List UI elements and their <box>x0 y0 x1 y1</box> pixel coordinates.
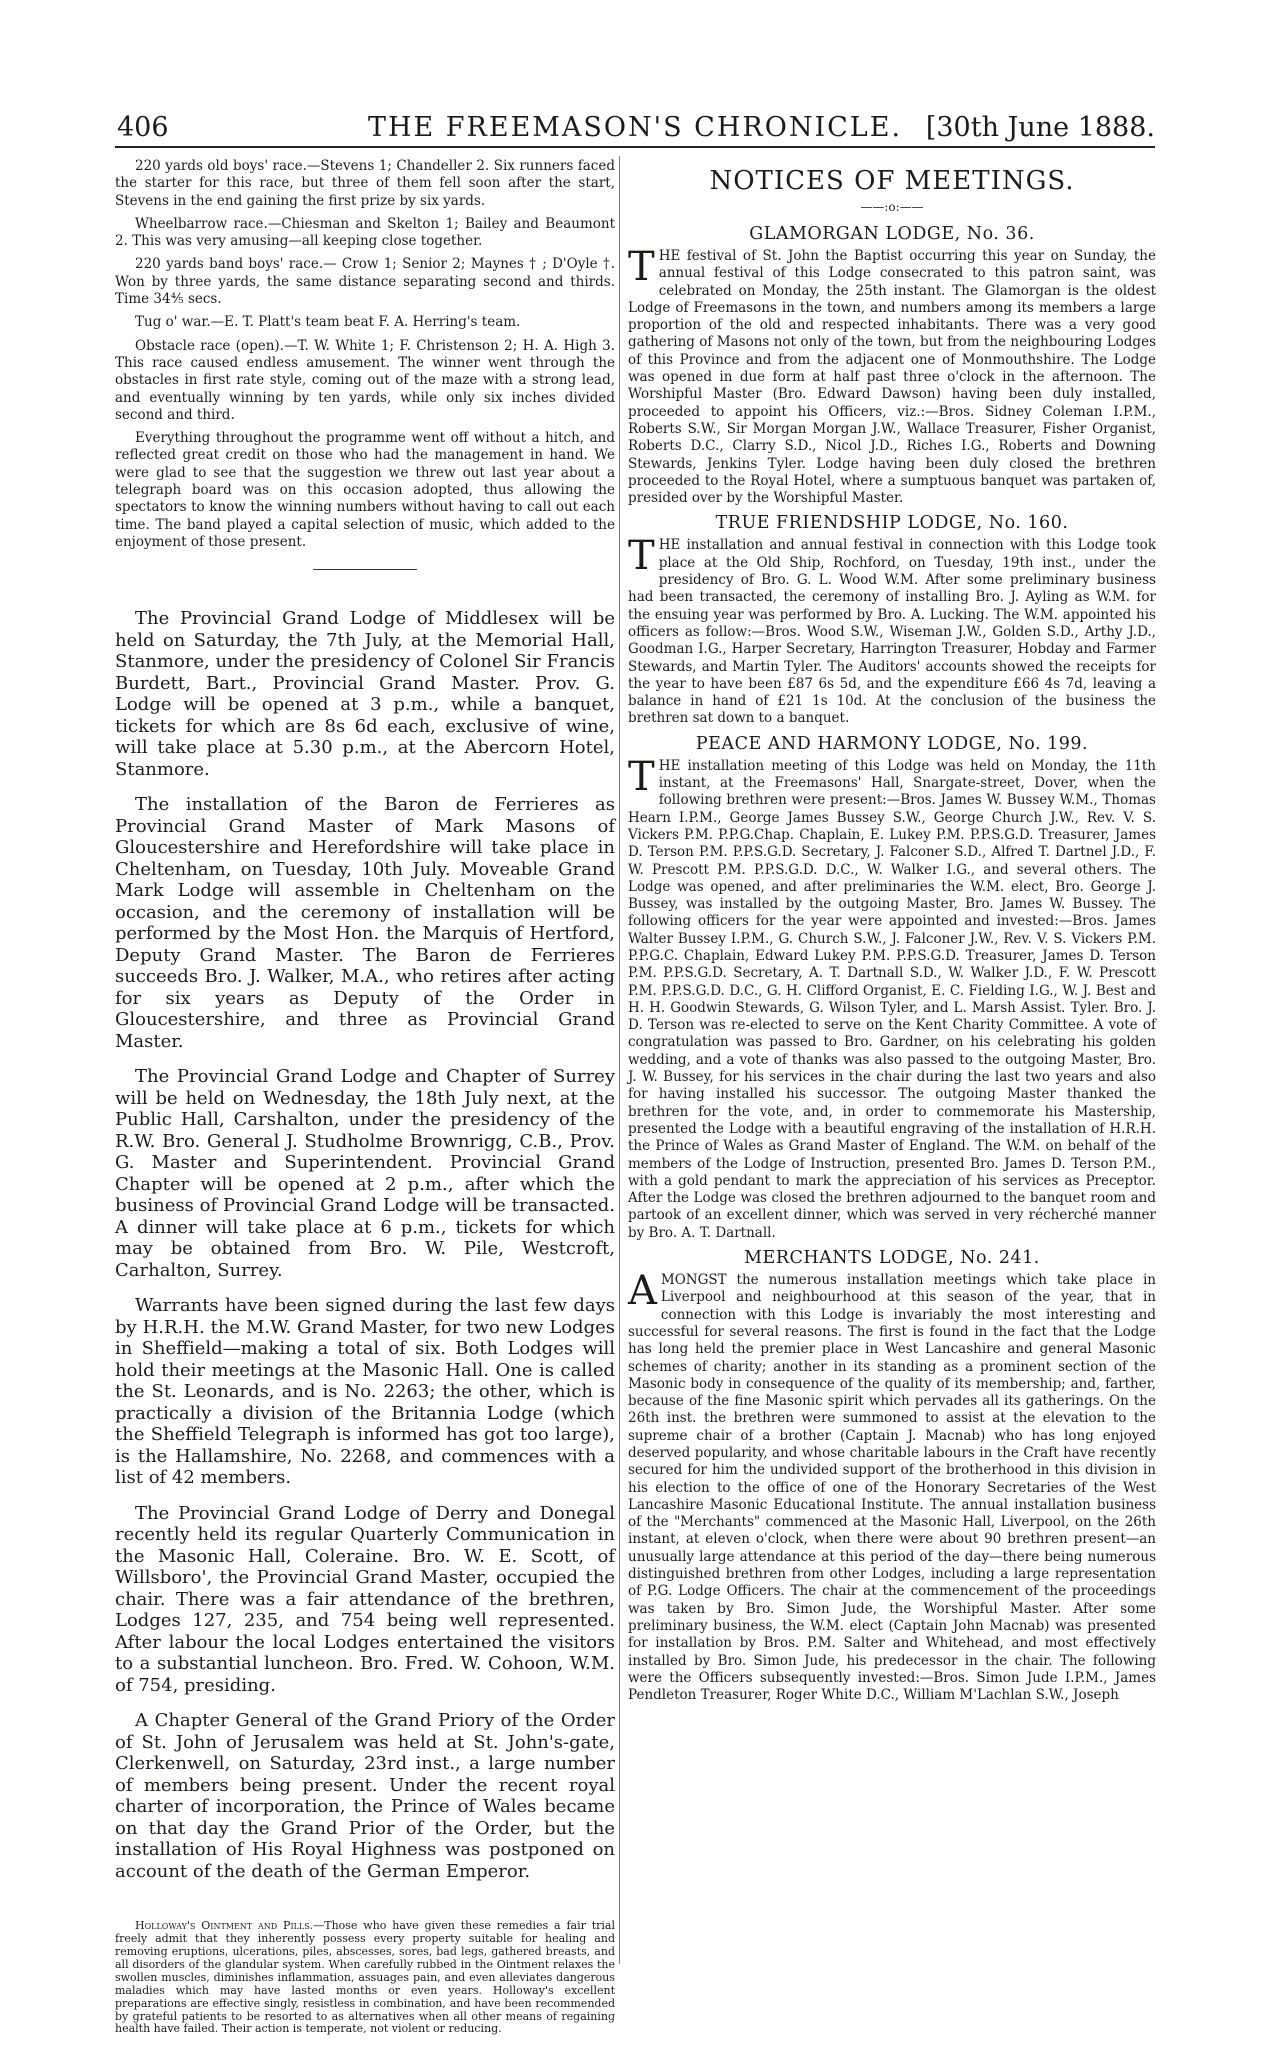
notices-heading: NOTICES OF MEETINGS. <box>709 166 1075 196</box>
lodge-report <box>628 533 1156 727</box>
page-header <box>115 110 1155 150</box>
lodge-heading: MERCHANTS LODGE, No. 241. <box>744 1248 1040 1269</box>
left-column <box>115 158 615 2036</box>
advert-body: —Those who have given these remedies a fair trial freely admit that they inherently possess every property suitable for healing and removing eruptions, ulcerations, piles, abscesses, sores, bad legs, gathered breasts, and all disorders of the glandular system. When carefully rubbed in the Ointment relaxes the swollen muscles, diminishes inflammation, assuages pain, and even alleviates dangerous maladies which may have lasted months or even years. Holloway's excellent preparations are effective singly, resistless in combination, and have been recommended by grateful patients to be resorted to as alternatives when all other means of regaining health have failed. Their action is temperate, not violent or reducing. <box>115 1919 616 2036</box>
sports-paragraph: Everything throughout the programme went off without a hitch, and reflected great credit on those who had the management in hand. We were glad to see that the suggestion we threw out last year about a telegraph board was on this occasion adopted, thus allowing the spectators to know the winning numbers without having to call out each time. The band played a capital selection of music, which added to the enjoyment of those present. <box>115 430 615 550</box>
lodge-heading: GLAMORGAN LODGE, No. 36. <box>749 224 1035 244</box>
news-paragraph: Warrants have been signed during the last few days by H.R.H. the M.W. Grand Master, for two new Lodges in Sheffield—making a total of six. Both Lodges will hold their meetings at the Masonic Hall. One is called the St. Leonards, and is No. 2263; the other, which is practically a division of the Britannia Lodge (which the Sheffield Telegraph is informed has got too large), is the Hallamshire, No. 2268, and commences with a list of 42 members. <box>115 1295 615 1489</box>
drop-cap: T <box>628 244 655 290</box>
masthead-title: THE FREEMASON'S CHRONICLE. <box>367 112 903 143</box>
news-paragraph: The installation of the Baron de Ferrieres as Provincial Grand Master of Mark Masons of Gloucestershire and Herefordshire will take place in Cheltenham, on Tuesday, 10th July. Moveable Grand Mark Lodge will assemble in Cheltenham on the occasion, and the ceremony of installation will be performed by the Most Hon. the Marquis of Hertford, Deputy Grand Master. The Baron de Ferrieres succeeds Bro. J. Walker, M.A., who retires after acting for six years as Deputy of the Order in Gloucestershire, and three as Provincial Grand Master. <box>115 794 615 1052</box>
advert-lead: Holloway's Ointment and Pills. <box>135 1919 314 1933</box>
sports-paragraph: Obstacle race (open).—T. W. White 1; F. Christenson 2; H. A. High 3. This race caused endless amusement. The winner went through the obstacles in first rate style, coming out of the maze with a strong lead, and eventually winning by ten yards, while only six inches divided second and third. <box>115 337 615 423</box>
header-rule <box>115 146 1155 148</box>
lodge-heading: TRUE FRIENDSHIP LODGE, No. 160. <box>715 513 1069 534</box>
lodge-report <box>628 1268 1156 1704</box>
lodge-report-text: MONGST the numerous installation meetings which take place in Liverpool and neighbourhood at this season of the year, that in connection with this Lodge is invariably the most interesting and successful for several reasons. The first is found in the fact that the Lodge has long held the premier place in West Lancashire and general Masonic schemes of charity; another in its standing as a prominent section of the Masonic body in consequence of the quality of its membership; and, farther, because of the fine Masonic spirit which pervades all its gatherings. On the 26th inst. the brethren were summoned to assist at the elevation to the supreme chair of a brother (Captain J. Macnab) who has long enjoyed deserved popularity, and whose charitable labours in the Craft have recently secured for him the undivided support of the brotherhood in this division in his election to the office of one of the Honorary Secretaries of the West Lancashire Masonic Educational Institute. The annual installation business of the "Merchants" commenced at the Masonic Hall, Liverpool, on the 26th instant, at eleven o'clock, when there were about 90 brethren present—an unusually large attendance at this period of the day—there being numerous distinguished brethren from other Lodges, including a large representation of P.G. Lodge Officers. The chair at the commencement of the proceedings was taken by Bro. Simon Jude, the Worshipful Master. After some preliminary business, the W.M. elect (Captain John Macnab) was presented for installation by Bros. P.M. Salter and Whitehead, and most effectively installed by Bro. Simon Jude, his predecessor in the chair. The following were the Officers subsequently invested:—Bros. Simon Jude I.P.M., James Pendleton Treasurer, Roger White D.C., William M'Lachlan S.W., Joseph <box>628 1272 1156 1704</box>
heading-separator: ——:o:—— <box>860 200 924 214</box>
column-divider <box>619 156 620 1964</box>
drop-cap: T <box>628 753 655 800</box>
lodge-report-text: HE installation meeting of this Lodge was held on Monday, the 11th instant, at the Freemasons' Hall, Snargate-street, Dover, when the following brethren were present:—Bros. James W. Bussey W.M., Thomas Hearn I.P.M., George James Bussey S.W., George Church J.W., Rev. V. S. Vickers P.M. P.P.G.Chap. Chaplain, E. Lukey P.M. P.P.S.G.D. Treasurer, James D. Terson P.M. P.P.S.G.D. Secretary, J. Falconer S.D., Alfred T. Dartnel J.D., F. W. Prescott P.M. P.P.S.G.D. D.C., W. Walker I.G., and several others. The Lodge was opened, and after preliminaries the W.M. elect, Bro. George J. Bussey, was installed by the outgoing Master, Bro. James W. Bussey. The following officers for the year were appointed and invested:—Bros. James Walter Bussey I.P.M., G. Church S.W., J. Falconer J.W., Rev. V. S. Vickers P.M. P.P.G.C. Chaplain, Edward Lukey P.M. P.P.S.G.D. Treasurer, James D. Terson P.M. P.P.S.G.D. Secretary, A. T. Dartnall S.D., W. Walker J.D., F. W. Prescott P.M. P.P.S.G.D. D.C., G. H. Clifford Organist, E. C. Fielding I.G., W. J. Best and H. H. Goodwin Stewards, G. Wilson Tyler, and L. Marsh Assist. Tyler. Bro. J. D. Terson was re-elected to serve on the Kent Charity Committee. A vote of congratulation was passed to Bro. Gardner, on his celebrating his golden wedding, and a vote of thanks was also passed to the outgoing Master, Bro. J. W. Bussey, for his services in the chair during the last two years and also for having installed his successor. The outgoing Master thanked the brethren for the vote, and, in order to commemorate his Mastership, presented the Lodge with a beautiful engraving of the installation of H.R.H. the Prince of Wales as Grand Master of England. The W.M. on behalf of the members of the Lodge of Instruction, presented Bro. James D. Terson P.M., with a gold pendant to mark the appreciation of his services as Preceptor. After the Lodge was closed the brethren adjourned to the banquet room and partook of an excellent dinner, which was served in very récherché manner by Bro. A. T. Dartnall. <box>628 757 1156 1241</box>
lodge-report-text: HE festival of St. John the Baptist occurring this year on Sunday, the annual festival of this Lodge consecrated to this patron saint, was celebrated on Monday, the 25th instant. The Glamorgan is the oldest Lodge of Freemasons in the town, and numbers among its members a large proportion of the old and respected inhabitants. There was a very good gathering of Masons not only of the town, but from the neighbouring Lodges of this Province and from the adjacent one of Monmouthshire. The Lodge was opened in due form at half past three o'clock in the afternoon. The Worshipful Master (Bro. Edward Dawson) having been duly installed, proceeded to appoint his Officers, viz.:—Bros. Sidney Coleman I.P.M., Roberts S.W., Sir Morgan Morgan J.W., Wallace Treasurer, Fisher Organist, Roberts D.C., Clarry S.D., Nicol J.D., Riches I.G., Roberts and Downing Stewards, Jenkins Tyler. Lodge having been duly closed the brethren proceeded to the Royal Hotel, where a sumptuous banquet was partaken of, presided over by the Worshipful Master. <box>628 248 1156 507</box>
issue-date: [30th June 1888. <box>925 112 1155 143</box>
sports-paragraph: Tug o' war.—E. T. Platt's team beat F. A. Herring's team. <box>135 314 521 331</box>
page-number: 406 <box>117 112 169 143</box>
lodge-report-text: HE installation and annual festival in connection with this Lodge took place at the Old Ship, Rochford, on Tuesday, 19th inst., under the presidency of Bro. G. L. Wood W.M. After some preliminary business had been transacted, the ceremony of installing Bro. J. Ayling as W.M. for the ensuing year was performed by Bro. A. Lucking. The W.M. appointed his officers as follow:—Bros. Wood S.W., Wiseman J.W., Golden S.D., Arthy J.D., Goodman I.G., Harper Secretary, Harrington Treasurer, Hobday and Farmer Stewards, and Martin Tyler. The Auditors' accounts showed the receipts for the year to have been £87 6s 5d, and the expenditure £66 4s 7d, leaving a balance in hand of £21 1s 10d. At the conclusion of the business the brethren sat down to a banquet. <box>628 537 1156 727</box>
holloway-advert <box>115 1920 615 2036</box>
news-paragraph: A Chapter General of the Grand Priory of the Order of St. John of Jerusalem was held at St. John's-gate, Clerkenwell, on Saturday, 23rd inst., a large number of members being present. Under the recent royal charter of incorporation, the Prince of Wales became on that day the Grand Prior of the Order, but the installation of His Royal Highness was postponed on account of the death of the German Emperor. <box>115 1710 615 1882</box>
news-paragraph: The Provincial Grand Lodge of Middlesex will be held on Saturday, the 7th July, at the Memorial Hall, Stanmore, under the presidency of Colonel Sir Francis Burdett, Bart., Provincial Grand Master. Prov. G. Lodge will be opened at 3 p.m., while a banquet, tickets for which are 8s 6d each, exclusive of wine, will take place at 5.30 p.m., at the Abercorn Hotel, Stanmore. <box>115 608 615 780</box>
right-column <box>628 158 1156 1704</box>
sports-paragraph: 220 yards band boys' race.— Crow 1; Senior 2; Maynes † ; D'Oyle †. Won by three yards, the same distance separating second and thirds. Time 34⅘ secs. <box>115 256 615 308</box>
lodge-report <box>628 244 1156 507</box>
lodge-report <box>628 753 1156 1242</box>
lodge-heading: PEACE AND HARMONY LODGE, No. 199. <box>695 733 1089 754</box>
news-paragraph: The Provincial Grand Lodge of Derry and Donegal recently held its regular Quarterly Communication in the Masonic Hall, Coleraine. Bro. W. E. Scott, of Willsboro', the Provincial Grand Master, occupied the chair. There was a fair attendance of the brethren, Lodges 127, 235, and 754 being well represented. After labour the local Lodges entertained the visitors to a substantial luncheon. Bro. Fred. W. Cohoon, W.M. of 754, presiding. <box>115 1502 615 1696</box>
drop-cap: T <box>628 533 655 580</box>
news-paragraph: The Provincial Grand Lodge and Chapter of Surrey will be held on Wednesday, the 18th July next, at the Public Hall, Carshalton, under the presidency of the R.W. Bro. General J. Studholme Brownrigg, C.B., Prov. G. Master and Superintendent. Provincial Grand Chapter will be opened at 2 p.m., after which the business of Provincial Grand Lodge will be transacted. A dinner will take place at 6 p.m., tickets for which may be obtained from Bro. W. Pile, Westcroft, Carhalton, Surrey. <box>115 1066 615 1281</box>
drop-cap: A <box>628 1268 657 1315</box>
sports-paragraph: Wheelbarrow race.—Chiesman and Skelton 1; Bailey and Beaumont 2. This was very amusing—all keeping close together. <box>115 215 615 250</box>
sports-paragraph: 220 yards old boys' race.—Stevens 1; Chandeller 2. Six runners faced the starter for this race, but three of them fell soon after the start, Stevens in the end gaining the first prize by six yards. <box>115 158 615 209</box>
